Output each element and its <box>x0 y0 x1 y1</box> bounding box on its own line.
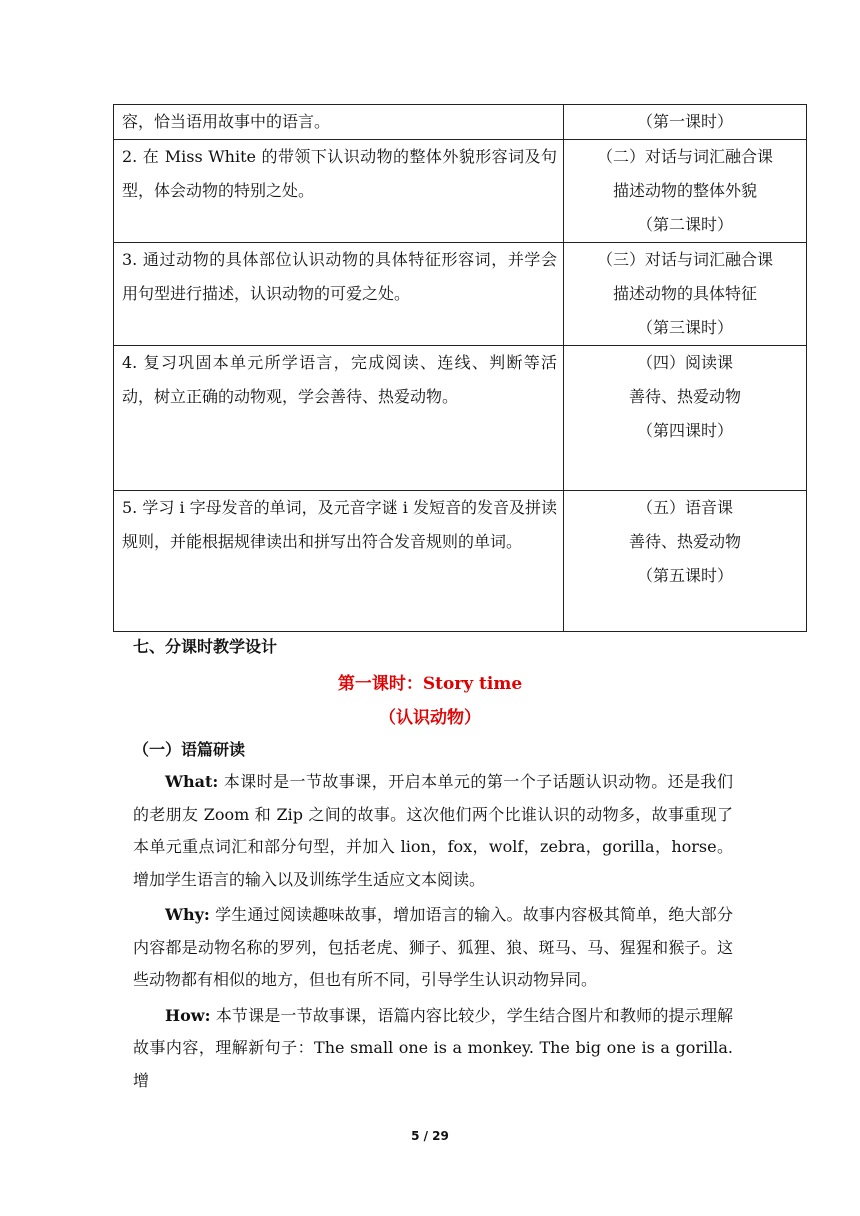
lesson-line: （四）阅读课 <box>636 353 733 372</box>
objective-cell: 3. 通过动物的具体部位认识动物的具体特征形容词，并学会用句型进行描述，认识动物的可爱之处。 <box>114 243 564 346</box>
lesson-line: 描述动物的具体特征 <box>612 284 757 303</box>
lesson-cell <box>564 243 807 346</box>
lesson-line: 善待、热爱动物 <box>628 532 741 551</box>
table-row <box>114 140 807 243</box>
paragraph-label: Why: <box>165 905 210 924</box>
page-number: 5 / 29 <box>411 1129 449 1143</box>
paragraph-label: What: <box>165 772 219 791</box>
lesson-line: （五）语音课 <box>636 498 733 517</box>
lesson-cell <box>564 140 807 243</box>
lesson-line: （第一课时） <box>636 112 733 131</box>
lesson-line: （第四课时） <box>636 421 733 440</box>
paragraph-why <box>133 899 733 997</box>
paragraph-what <box>133 766 733 896</box>
lesson-cell <box>564 105 807 140</box>
table-row <box>114 346 807 491</box>
paragraph-label: How: <box>165 1005 211 1025</box>
lesson-line: 描述动物的整体外貌 <box>612 181 757 200</box>
subsection-title: （一）语篇研读 <box>133 740 246 759</box>
section-title: 七、分课时教学设计 <box>133 637 278 656</box>
objective-cell: 容，恰当语用故事中的语言。 <box>114 105 564 140</box>
lesson-line: 善待、热爱动物 <box>628 387 741 406</box>
lesson-cell <box>564 346 807 491</box>
lesson-line: （第五课时） <box>636 566 733 585</box>
lesson-line: （第二课时） <box>636 215 733 234</box>
paragraph-how <box>133 1000 733 1098</box>
lesson-title: 第一课时：Story time <box>337 674 523 694</box>
lesson-subtitle: （认识动物） <box>379 708 481 728</box>
paragraph-text: 学生通过阅读趣味故事，增加语言的输入。故事内容极其简单，绝大部分内容都是动物名称的罗列，包括老虎、狮子、狐狸、狼、斑马、马、猩猩和猴子。这些动物都有相似的地方，但也有所不同，引导学生认识动物异同。 <box>133 905 733 989</box>
table-row <box>114 491 807 632</box>
lesson-line: （三）对话与词汇融合课 <box>596 250 773 269</box>
objective-cell: 2. 在 Miss White 的带领下认识动物的整体外貌形容词及句型，体会动物的特别之处。 <box>114 140 564 243</box>
paragraph-text: 本课时是一节故事课，开启本单元的第一个子话题认识动物。还是我们的老朋友 Zoom 和 Zip 之间的故事。这次他们两个比谁认识的动物多，故事重现了本单元重点词汇和部分句型，并加入 lion，fox，wolf，zebra，gorilla，horse。增加学生语言的输入以及训练学生适应文本阅读。 <box>133 772 733 889</box>
objective-cell: 4. 复习巩固本单元所学语言，完成阅读、连线、判断等活动，树立正确的动物观，学会善待、热爱动物。 <box>114 346 564 491</box>
table-row <box>114 243 807 346</box>
lesson-cell <box>564 491 807 632</box>
paragraph-text: 本节课是一节故事课，语篇内容比较少，学生结合图片和教师的提示理解故事内容，理解新句子：The small one is a monkey. The big one is a gorilla. 增 <box>133 1005 733 1090</box>
body-text <box>133 766 733 1097</box>
lesson-line: （二）对话与词汇融合课 <box>596 147 773 166</box>
lesson-line: （第三课时） <box>636 318 733 337</box>
objective-cell: 5. 学习 i 字母发音的单词，及元音字谜 i 发短音的发音及拼读规则，并能根据规律读出和拼写出符合发音规则的单词。 <box>114 491 564 632</box>
table-row <box>114 105 807 140</box>
lesson-plan-table <box>113 104 807 632</box>
